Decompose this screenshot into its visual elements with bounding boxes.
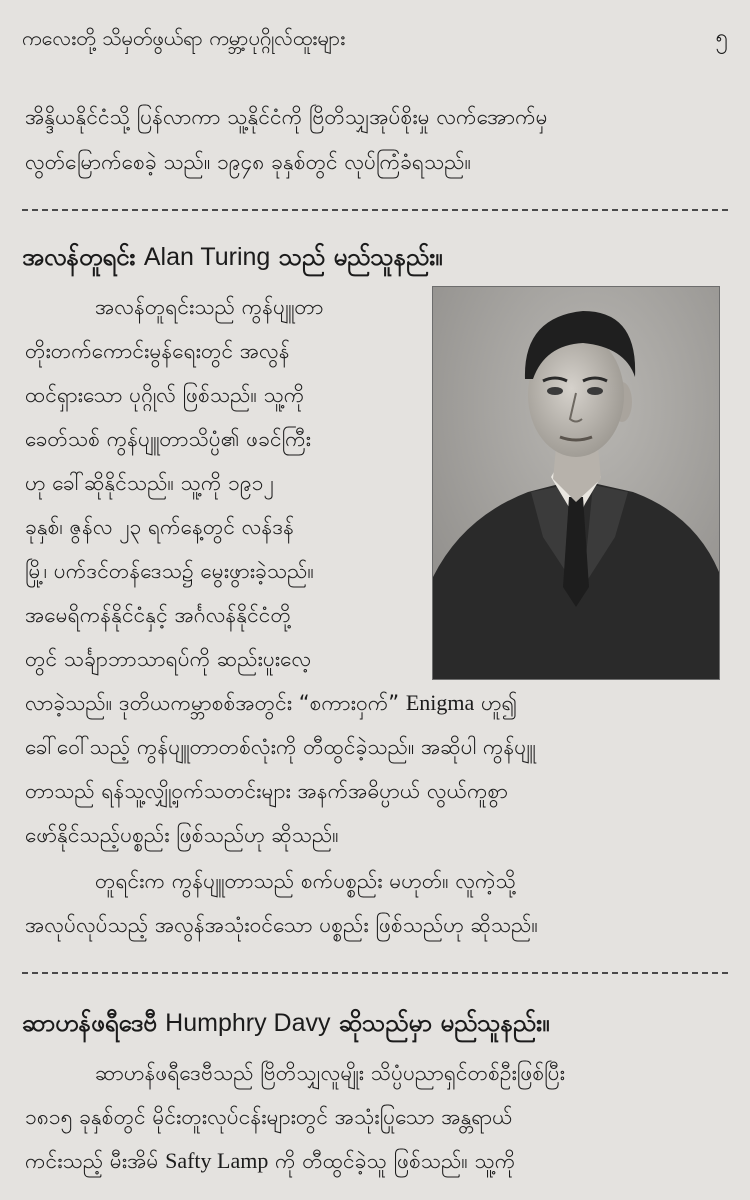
intro-line-1: အိန္ဒိယနိုင်ငံသို့ ပြန်လာကာ သူ့နိုင်ငံကို ဗြိတိသျှအုပ်စိုးမှု လက်အောက်မှ [25, 105, 548, 129]
turing-para2-line-1: တူရင်းက ကွန်ပျူတာသည် စက်ပစ္စည်း မဟုတ်။ လူကဲ့သို့ [95, 869, 516, 893]
enigma-prefix: လာခဲ့သည်။ ဒုတိယကမ္ဘာစစ်အတွင်း “စကားဝှက်” [25, 691, 406, 715]
alan-turing-portrait [432, 286, 720, 680]
enigma-suffix: ဟူ၍ [474, 691, 518, 715]
turing-line-1: အလန်တူရင်းသည် ကွန်ပျူတာ [95, 295, 324, 319]
turing-line-2: တိုးတက်ကောင်းမွန်ရေးတွင် အလွန် [25, 339, 290, 363]
turing-line-6: ခုနှစ်၊ ဇွန်လ ၂၃ ရက်နေ့တွင် လန်ဒန် [25, 515, 295, 539]
page-number: ၅ [715, 25, 728, 50]
turing-line-8: အမေရိကန်နိုင်ငံနှင့် အင်္ဂလန်နိုင်ငံတို့ [25, 603, 291, 627]
turing-line-13: ဖော်နိုင်သည့်ပစ္စည်း ဖြစ်သည်ဟု ဆိုသည်။ [25, 823, 339, 847]
davy-line-3 [25, 1140, 725, 1182]
section-heading-turing [22, 234, 728, 280]
heading-turing-en: Alan Turing [143, 243, 271, 271]
davy-line-3-suffix: ကို တီထွင်ခဲ့သူ ဖြစ်သည်။ သူ့ကို [268, 1149, 516, 1173]
turing-line-11: ခေါ်ဝေါ်သည့် ကွန်ပျူတာတစ်လုံးကို တီထွင်ခဲ့သည်။ အဆိုပါ ကွန်ပျူ [25, 735, 536, 759]
turing-para2-line-2: အလုပ်လုပ်သည့် အလွန်အသုံးဝင်သော ပစ္စည်း ဖြစ်သည်ဟု ဆိုသည်။ [25, 913, 538, 937]
intro-line-2: လွတ်မြောက်စေခဲ့ သည်။ ၁၉၄၈ ခုနှစ်တွင် လုပ်ကြံခံရသည်။ [25, 150, 471, 174]
turing-line-9: တွင် သင်္ချာဘာသာရပ်ကို ဆည်းပူးလေ့ [25, 647, 312, 671]
heading-davy-tail: ဆိုသည်မှာ မည်သူနည်း။ [338, 1009, 550, 1037]
heading-davy-en: Humphry Davy [165, 1009, 331, 1037]
turing-line-enigma [25, 682, 725, 724]
section-divider [22, 209, 728, 211]
running-header-title: ကလေးတို့ သိမှတ်ဖွယ်ရာ ကမ္ဘာ့ပုဂ္ဂိုလ်ထူးများ [22, 26, 346, 50]
davy-line-2: ၁၈၁၅ ခုနှစ်တွင် မိုင်းတူးလုပ်ငန်းများတွင် အသုံးပြုသော အန္တရာယ် [25, 1105, 513, 1129]
turing-line-7: မြို့၊ ပက်ဒင်တန်ဒေသ၌ မွေးဖွားခဲ့သည်။ [25, 559, 314, 583]
heading-turing-my: အလန်တူရင်း [22, 243, 136, 271]
davy-line-3-prefix: ကင်းသည့် မီးအိမ် [25, 1149, 166, 1173]
turing-line-5: ဟု ခေါ်ဆိုနိုင်သည်။ သူ့ကို ၁၉၁၂ [25, 471, 274, 495]
turing-line-4: ခေတ်သစ် ကွန်ပျူတာသိပ္ပံ၏ ဖခင်ကြီး [25, 427, 312, 451]
heading-davy-my: ဆာဟန်ဖရီဒေဗီ [22, 1009, 157, 1037]
portrait-image [433, 287, 719, 679]
turing-line-3: ထင်ရှားသော ပုဂ္ဂိုလ် ဖြစ်သည်။ သူ့ကို [25, 383, 305, 407]
heading-turing-tail: သည် မည်သူနည်း။ [278, 243, 443, 271]
enigma-word: Enigma [405, 690, 475, 715]
davy-line-1: ဆာဟန်ဖရီဒေဗီသည် ဗြိတိသျှလူမျိုး သိပ္ပံပညာရှင်တစ်ဦးဖြစ်ပြီး [95, 1061, 565, 1085]
running-header [22, 18, 728, 58]
section-divider [22, 972, 728, 974]
safty-lamp: Safty Lamp [165, 1148, 269, 1173]
section-heading-davy [22, 1000, 728, 1046]
turing-line-12: တာသည် ရန်သူ့လျှို့ဝှက်သတင်းများ အနက်အဓိပ္ပာယ် လွယ်ကူစွာ [25, 779, 508, 803]
